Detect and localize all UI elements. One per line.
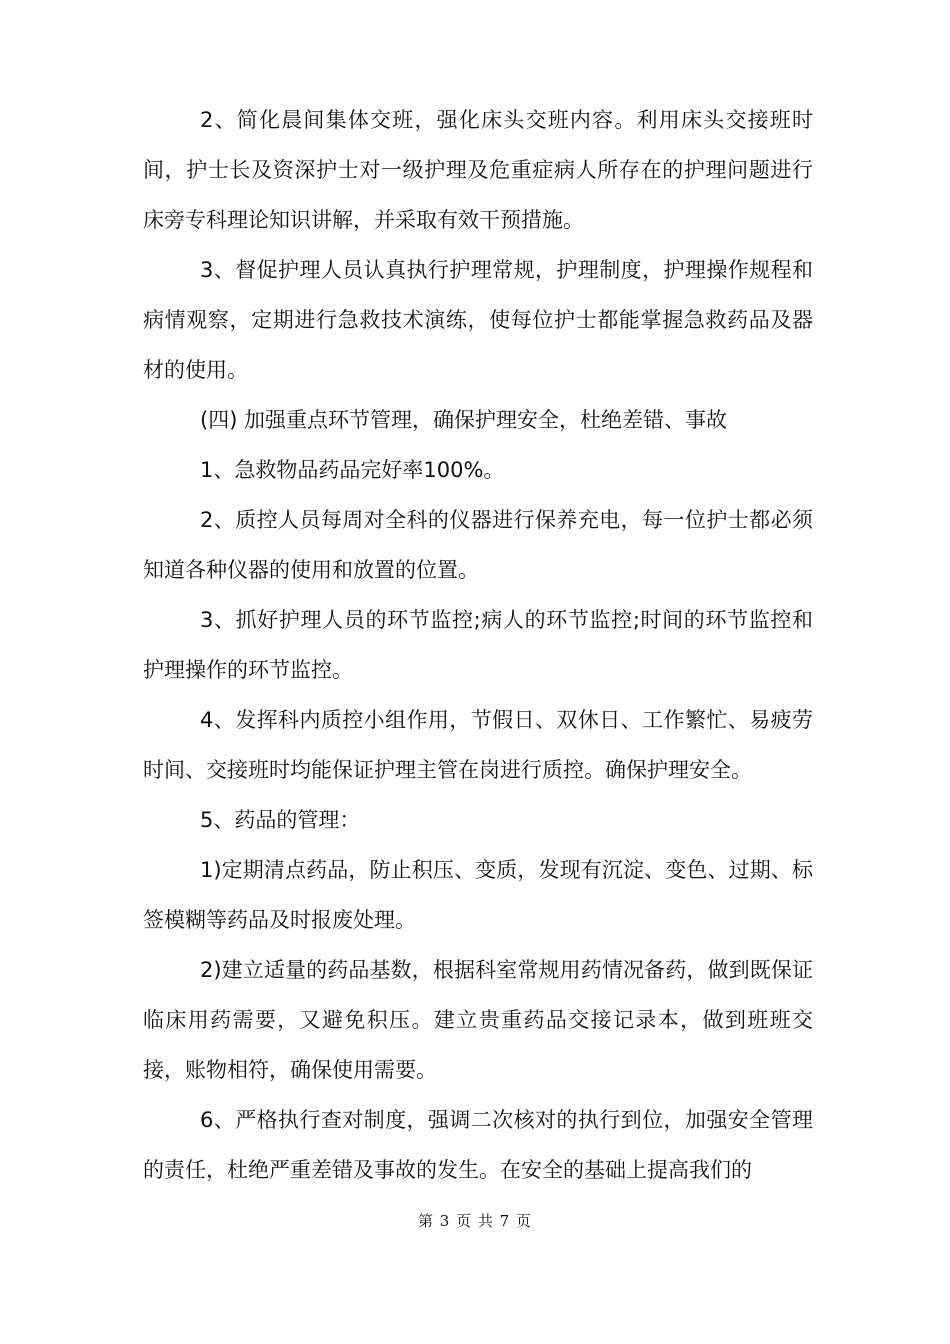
page-number-footer: 第 3 页 共 7 页 (418, 1212, 532, 1230)
paragraph-drug-inventory: 1)定期清点药品，防止积压、变质，发现有沉淀、变色、过期、标签模糊等药品及时报废处理。 (143, 858, 813, 932)
paragraph-verification: 6、严格执行查对制度，强调二次核对的执行到位，加强安全管理的责任，杜绝严重差错及事故的发生。在安全的基础上提高我们的 (143, 1108, 813, 1182)
paragraph-emergency-items: 1、急救物品药品完好率100%。 (200, 458, 505, 482)
section-heading: (四) 加强重点环节管理，确保护理安全，杜绝差错、事故 (200, 408, 728, 432)
paragraph-drug-management: 5、药品的管理： (200, 808, 361, 832)
paragraph-briefing: 2、简化晨间集体交班，强化床头交班内容。利用床头交接班时间，护士长及资深护士对一级护理及危重症病人所存在的护理问题进行床旁专科理论知识讲解，并采取有效干预措施。 (143, 108, 813, 232)
paragraph-drug-base: 2)建立适量的药品基数，根据科室常规用药情况备药，做到既保证临床用药需要，又避免积压。建立贵重药品交接记录本，做到班班交接，账物相符，确保使用需要。 (143, 958, 813, 1082)
paragraph-supervision: 3、督促护理人员认真执行护理常规，护理制度，护理操作规程和病情观察，定期进行急救技术演练，使每位护士都能掌握急救药品及器材的使用。 (143, 258, 813, 382)
paragraph-quality-control: 4、发挥科内质控小组作用，节假日、双休日、工作繁忙、易疲劳时间、交接班时均能保证护理主管在岗进行质控。确保护理安全。 (143, 708, 813, 782)
document-body (143, 95, 813, 1195)
paragraph-monitoring: 3、抓好护理人员的环节监控;病人的环节监控;时间的环节监控和护理操作的环节监控。 (143, 608, 813, 682)
paragraph-instrument-care: 2、质控人员每周对全科的仪器进行保养充电，每一位护士都必须知道各种仪器的使用和放置的位置。 (143, 508, 813, 582)
